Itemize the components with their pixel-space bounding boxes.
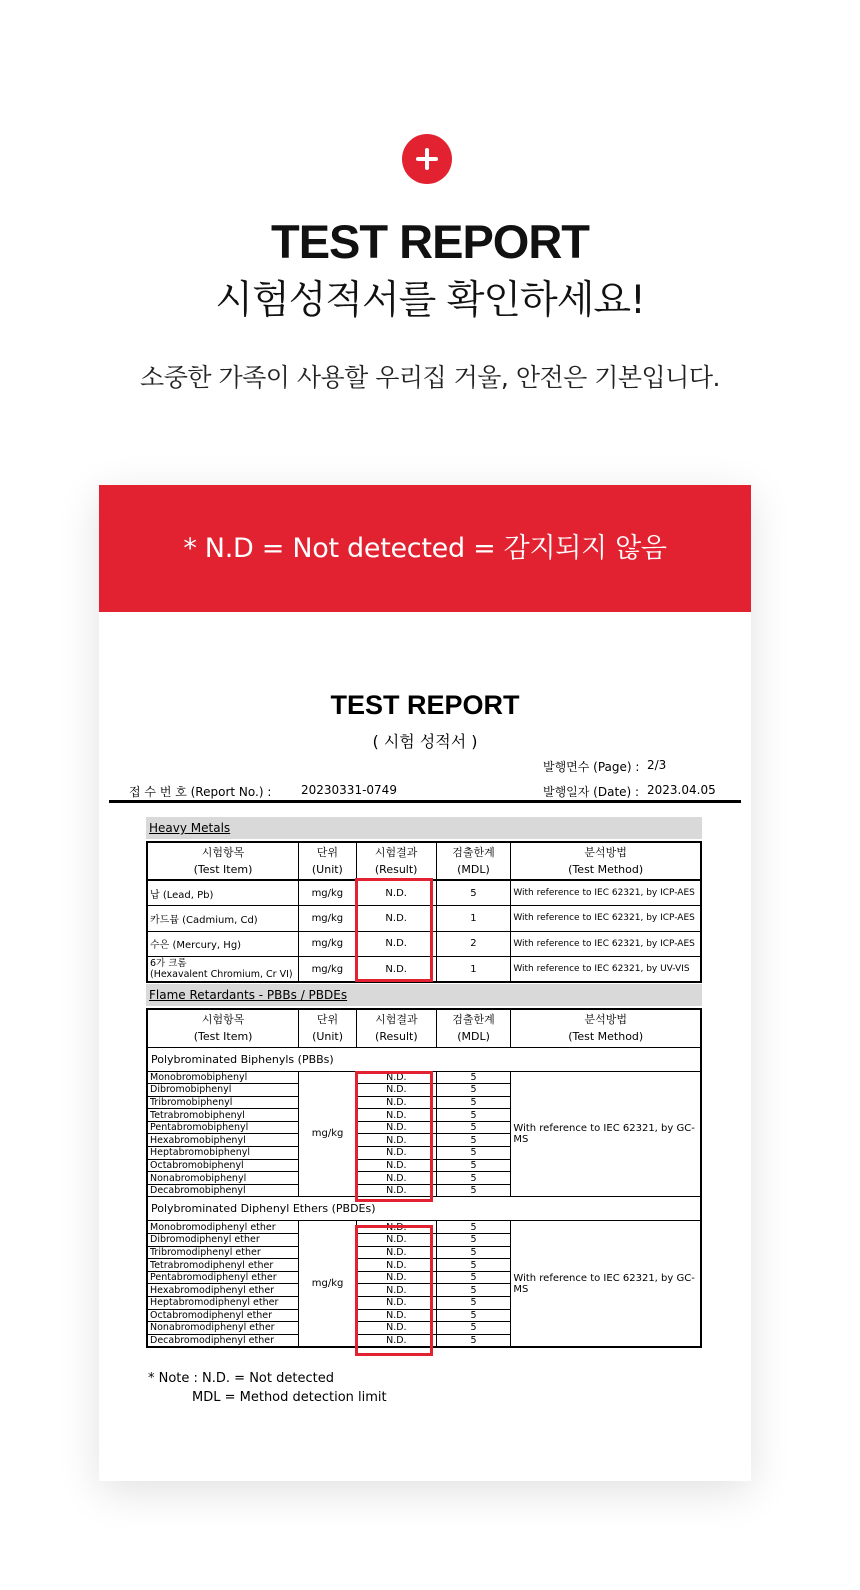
result-highlight-box — [355, 1225, 433, 1356]
mdl-cell: 5 — [436, 1246, 511, 1259]
table-row: 수은 (Mercury, Hg) mg/kg N.D. 2 With reference to IEC 62321, by ICP-AES — [147, 931, 701, 957]
hero-subtitle: 시험성적서를 확인하세요! — [215, 278, 645, 323]
group-row-pbb: Polybrominated Biphenyls (PBBs) — [147, 1047, 701, 1071]
report-subtitle: ( 시험 성적서 ) — [372, 732, 478, 751]
test-item-cell: Nonabromobiphenyl — [147, 1172, 299, 1185]
result-cell: N.D. — [356, 1322, 436, 1335]
result-cell: N.D. — [356, 1246, 436, 1259]
test-item-cell: Decabromodiphenyl ether — [147, 1334, 299, 1347]
result-cell: N.D. — [356, 1147, 436, 1160]
report-no-value: 20230331-0749 — [301, 783, 397, 797]
date-value: 2023.04.05 — [647, 783, 716, 797]
table-row: 카드뮴 (Cadmium, Cd) mg/kg N.D. 1 With reference to IEC 62321, by ICP-AES — [147, 906, 701, 932]
result-cell: N.D. — [356, 1234, 436, 1247]
mdl-cell: 5 — [436, 1134, 511, 1147]
test-item-cell: Tetrabromobiphenyl — [147, 1109, 299, 1122]
unit-cell: mg/kg — [299, 1071, 357, 1197]
page-label: 발행면수 (Page) : — [543, 760, 640, 774]
test-item-cell: Heptabromodiphenyl ether — [147, 1297, 299, 1310]
mdl-cell: 5 — [436, 1147, 511, 1160]
result-cell: N.D. — [356, 1184, 436, 1197]
test-item-cell: Nonabromodiphenyl ether — [147, 1322, 299, 1335]
test-item-cell: Tetrabromodiphenyl ether — [147, 1259, 299, 1272]
test-item-cell: Heptabromobiphenyl — [147, 1147, 299, 1160]
test-report-document — [99, 612, 751, 1481]
mdl-cell: 5 — [436, 1221, 511, 1234]
mdl-cell: 5 — [436, 1309, 511, 1322]
note-nd: * Note : N.D. = Not detected — [148, 1371, 334, 1386]
result-cell: N.D. — [356, 1297, 436, 1310]
mdl-cell: 5 — [436, 1159, 511, 1172]
result-cell: N.D. — [356, 1221, 436, 1234]
mdl-cell: 5 — [436, 1109, 511, 1122]
test-item-cell: Pentabromodiphenyl ether — [147, 1271, 299, 1284]
page-value: 2/3 — [647, 758, 667, 772]
test-item-cell: Tribromobiphenyl — [147, 1096, 299, 1109]
result-cell: N.D. — [356, 1172, 436, 1185]
mdl-cell: 5 — [436, 1297, 511, 1310]
nd-banner: * N.D = Not detected = 감지되지 않음 — [99, 485, 751, 612]
result-cell: N.D. — [356, 1271, 436, 1284]
date-label: 발행일자 (Date) : — [543, 785, 640, 799]
test-item-cell: Monobromodiphenyl ether — [147, 1221, 299, 1234]
hero-description: 소중한 가족이 사용할 우리집 거울, 안전은 기본입니다. — [140, 363, 720, 392]
section-heavy-metals: Heavy Metals — [146, 817, 702, 839]
note-mdl: MDL = Method detection limit — [192, 1390, 387, 1405]
result-cell: N.D. — [356, 1334, 436, 1347]
report-no-label: 접 수 번 호 (Report No.) : — [129, 785, 272, 799]
header-rule — [109, 800, 741, 803]
unit-cell: mg/kg — [299, 1221, 357, 1347]
test-item-cell: Dibromobiphenyl — [147, 1084, 299, 1097]
test-item-cell: Decabromobiphenyl — [147, 1184, 299, 1197]
table-header-row: 시험항목 (Test Item) 단위 (Unit) 시험결과 (Result) 검출한계 (MDL) 분석방법 (Test Method) — [147, 1009, 701, 1047]
method-cell: With reference to IEC 62321, by GC-MS — [511, 1071, 701, 1197]
result-cell: N.D. — [356, 1109, 436, 1122]
test-item-cell: Monobromobiphenyl — [147, 1071, 299, 1084]
mdl-cell: 5 — [436, 1259, 511, 1272]
table-row: 납 (Lead, Pb) mg/kg N.D. 5 With reference to IEC 62321, by ICP-AES — [147, 880, 701, 906]
result-cell: N.D. — [356, 1259, 436, 1272]
test-item-cell: Tribromodiphenyl ether — [147, 1246, 299, 1259]
result-cell: N.D. — [356, 1096, 436, 1109]
report-card — [99, 485, 751, 1481]
mdl-cell: 5 — [436, 1234, 511, 1247]
mdl-cell: 5 — [436, 1084, 511, 1097]
result-highlight-box — [355, 878, 433, 982]
table-row: 6가 크롬 (Hexavalent Chromium, Cr VI) mg/kg N.D. 1 With reference to IEC 62321, by UV-VIS — [147, 957, 701, 983]
result-highlight-box — [355, 1071, 433, 1202]
mdl-cell: 5 — [436, 1271, 511, 1284]
section-flame-retardants: Flame Retardants - PBBs / PBDEs — [146, 984, 702, 1006]
result-cell: N.D. — [356, 1121, 436, 1134]
mdl-cell: 5 — [436, 1096, 511, 1109]
test-item-cell: Pentabromobiphenyl — [147, 1121, 299, 1134]
mdl-cell: 5 — [436, 1334, 511, 1347]
test-item-cell: Octabromodiphenyl ether — [147, 1309, 299, 1322]
mdl-cell: 5 — [436, 1184, 511, 1197]
result-cell: N.D. — [356, 1309, 436, 1322]
test-item-cell: Dibromodiphenyl ether — [147, 1234, 299, 1247]
result-cell: N.D. — [356, 1084, 436, 1097]
group-row-pbde: Polybrominated Diphenyl Ethers (PBDEs) — [147, 1197, 701, 1221]
table-header-row: 시험항목 (Test Item) 단위 (Unit) 시험결과 (Result) 검출한계 (MDL) 분석방법 (Test Method) — [147, 842, 701, 880]
test-item-cell: Octabromobiphenyl — [147, 1159, 299, 1172]
hero-title: TEST REPORT — [270, 215, 590, 268]
result-cell: N.D. — [356, 1284, 436, 1297]
plus-icon — [402, 134, 452, 184]
mdl-cell: 5 — [436, 1284, 511, 1297]
result-cell: N.D. — [356, 1159, 436, 1172]
test-item-cell: Hexabromobiphenyl — [147, 1134, 299, 1147]
report-title: TEST REPORT — [330, 690, 520, 720]
result-cell: N.D. — [356, 1071, 436, 1084]
mdl-cell: 5 — [436, 1322, 511, 1335]
result-cell: N.D. — [356, 1134, 436, 1147]
mdl-cell: 5 — [436, 1071, 511, 1084]
method-cell: With reference to IEC 62321, by GC-MS — [511, 1221, 701, 1347]
mdl-cell: 5 — [436, 1121, 511, 1134]
test-item-cell: Hexabromodiphenyl ether — [147, 1284, 299, 1297]
mdl-cell: 5 — [436, 1172, 511, 1185]
